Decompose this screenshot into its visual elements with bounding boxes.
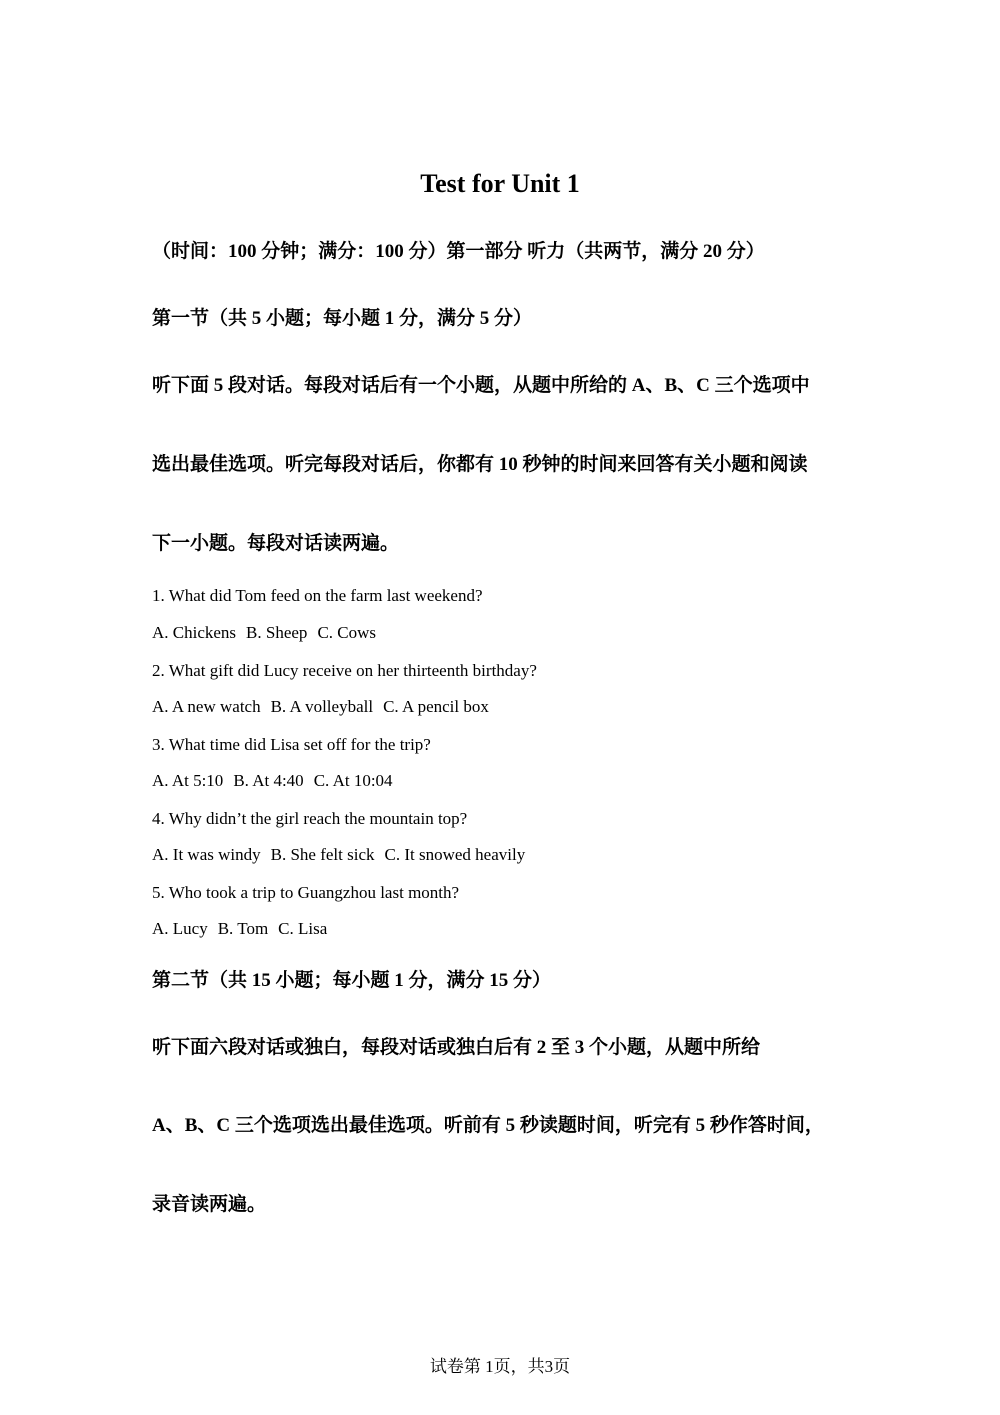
question-1-options [152,621,376,645]
section2-instruction-line-1: 听下面六段对话或独白，每段对话或独白后有 2 至 3 个小题，从题中所给 [152,1037,761,1058]
question-4-stem: 4. Why didn’t the girl reach the mountain top? [152,809,468,828]
question-2-option-c: C. A pencil box [383,697,489,716]
section2-instruction-line-3: 录音读两遍。 [152,1194,267,1215]
question-5-option-c: C. Lisa [278,919,328,938]
question-1-option-c: C. Cows [317,623,377,642]
question-5-option-b: B. Tom [217,919,269,938]
question-5-options [152,917,327,941]
question-2-option-a: A. A new watch [152,697,261,716]
question-2-stem: 2. What gift did Lucy receive on her thirteenth birthday? [152,661,537,680]
section2-heading: 第二节（共 15 小题；每小题 1 分，满分 15 分） [152,970,552,991]
question-4-options [152,843,525,867]
question-5-option-a: A. Lucy [152,919,208,938]
question-1-stem: 1. What did Tom feed on the farm last weekend? [152,586,483,605]
section1-instruction-line-3: 下一小题。每段对话读两遍。 [152,533,400,554]
section1-heading: 第一节（共 5 小题；每小题 1 分，满分 5 分） [152,308,533,329]
exam-info-line: （时间：100 分钟；满分：100 分）第一部分 听力（共两节，满分 20 分） [152,241,765,262]
question-3-options [152,769,393,793]
question-4-option-a: A. It was windy [152,845,261,864]
question-3-option-b: B. At 4:40 [233,771,304,790]
question-3-stem: 3. What time did Lisa set off for the trip? [152,735,431,754]
question-1-option-b: B. Sheep [246,623,308,642]
question-2-option-b: B. A volleyball [270,697,374,716]
question-4-option-b: B. She felt sick [270,845,375,864]
question-4-option-c: C. It snowed heavily [384,845,526,864]
section2-instruction-line-2: A、B、C 三个选项选出最佳选项。听前有 5 秒读题时间，听完有 5 秒作答时间， [152,1115,824,1136]
question-1-option-a: A. Chickens [152,623,237,642]
question-3-option-c: C. At 10:04 [313,771,393,790]
question-5-stem: 5. Who took a trip to Guangzhou last month? [152,883,460,902]
section1-instruction-line-2: 选出最佳选项。听完每段对话后，你都有 10 秒钟的时间来回答有关小题和阅读 [152,454,808,475]
page-footer: 试卷第 1页，共3页 [429,1357,571,1376]
question-3-option-a: A. At 5:10 [152,771,224,790]
section1-instruction-line-1: 听下面 5 段对话。每段对话后有一个小题，从题中所给的 A、B、C 三个选项中 [152,375,810,396]
question-2-options [152,695,489,719]
page-title: Test for Unit 1 [420,169,580,198]
